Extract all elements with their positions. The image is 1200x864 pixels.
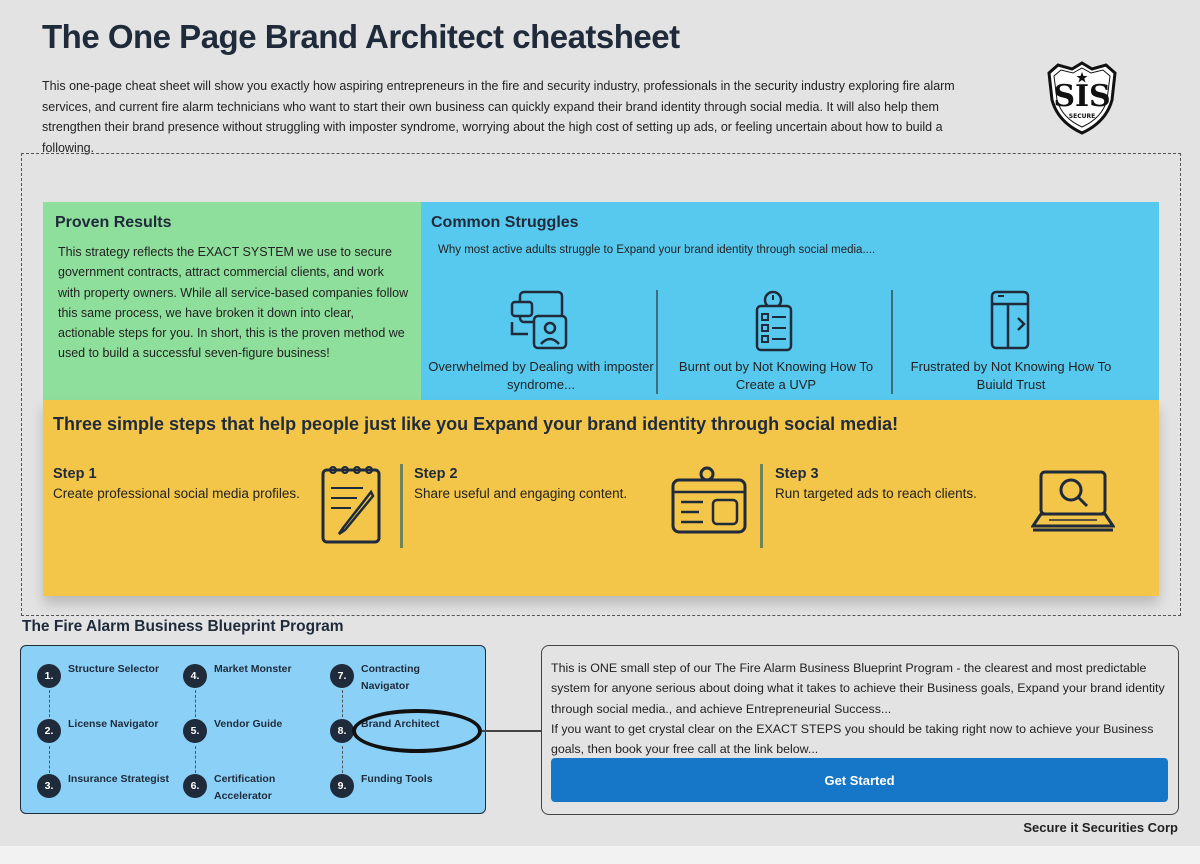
step-text: Share useful and engaging content. bbox=[414, 486, 628, 501]
callout-connector-line bbox=[482, 730, 542, 732]
struggle-label: Overwhelmed by Dealing with imposter syndrome... bbox=[428, 359, 654, 392]
call-to-action-box bbox=[541, 645, 1179, 815]
program-item-certification-accelerator bbox=[183, 774, 293, 805]
program-item-number: 2. bbox=[37, 719, 61, 743]
common-struggles-heading: Common Struggles bbox=[431, 214, 579, 231]
current-step-highlight bbox=[352, 709, 482, 753]
program-item-number: 5. bbox=[183, 719, 207, 743]
program-item-number: 8. bbox=[330, 719, 354, 743]
program-item-label: Brand Architect bbox=[361, 718, 440, 730]
timeline-connector bbox=[195, 690, 196, 722]
logo-text: SECURE bbox=[1068, 113, 1096, 120]
document-box-icon bbox=[978, 290, 1044, 352]
step-text: Run targeted ads to reach clients. bbox=[775, 486, 977, 501]
program-item-label: Certification Accelerator bbox=[214, 773, 276, 802]
struggle-item bbox=[661, 290, 891, 394]
step-divider bbox=[760, 464, 763, 548]
program-item-market-monster bbox=[183, 664, 333, 688]
cta-description: This is ONE small step of our The Fire Alarm Business Blueprint Program - the clearest and most predictable system for anyone serious about doing what it takes to achieve their Business goals, Expand your brand identity through social media., and achieve Entrepreneurial Success... bbox=[551, 661, 1165, 716]
step-3 bbox=[775, 466, 1075, 501]
struggle-item bbox=[426, 290, 656, 394]
program-item-funding-tools bbox=[330, 774, 480, 798]
struggle-label: Burnt out by Not Knowing How To Create a UVP bbox=[678, 359, 874, 392]
struggle-label: Frustrated by Not Knowing How To Buiuld Trust bbox=[910, 359, 1112, 392]
common-struggles-subheading: Why most active adults struggle to Expand your brand identity through social media.... bbox=[438, 244, 876, 256]
intro-paragraph: This one-page cheat sheet will show you exactly how aspiring entrepreneurs in the fire and security industry, professionals in the security industry exploring fire alarm services, and current fire alarm technicians who want to start their own business can quickly expand their brand identity through social media. It will also help them strengthen their brand presence without struggling with imposter syndrome, worrying about the high cost of setting up ads, or feeling uncertain about how to build a following. bbox=[42, 79, 955, 155]
program-item-label: Market Monster bbox=[214, 663, 292, 675]
checklist-stopwatch-icon bbox=[743, 290, 809, 352]
shield-logo-icon bbox=[1044, 60, 1120, 136]
three-steps-panel bbox=[43, 400, 1159, 596]
page-bottom-edge bbox=[0, 846, 1200, 864]
video-call-icon bbox=[508, 290, 574, 352]
step-label: Step 3 bbox=[775, 466, 819, 482]
proven-results-panel bbox=[43, 202, 421, 400]
svg-text:SIS: SIS bbox=[1053, 79, 1111, 114]
program-item-label: Contracting Navigator bbox=[361, 663, 420, 692]
program-item-number: 7. bbox=[330, 664, 354, 688]
page-title: The One Page Brand Architect cheatsheet bbox=[42, 18, 680, 55]
program-item-insurance-strategist bbox=[37, 774, 187, 798]
program-item-label: Structure Selector bbox=[68, 663, 160, 675]
common-struggles-panel bbox=[421, 202, 1159, 400]
program-item-contracting-navigator bbox=[330, 664, 430, 695]
proven-results-heading: Proven Results bbox=[55, 214, 172, 231]
notepad-pen-icon bbox=[317, 462, 387, 546]
get-started-button[interactable]: Get Started bbox=[551, 758, 1168, 802]
program-item-vendor-guide bbox=[183, 719, 333, 743]
program-item-label: Funding Tools bbox=[361, 773, 433, 785]
program-item-number: 1. bbox=[37, 664, 61, 688]
program-item-number: 3. bbox=[37, 774, 61, 798]
program-item-label: Vendor Guide bbox=[214, 718, 283, 730]
step-divider bbox=[400, 464, 403, 548]
struggle-divider bbox=[656, 290, 658, 394]
id-badge-icon bbox=[669, 466, 751, 538]
three-steps-heading: Three simple steps that help people just like you Expand your brand identity through social media! bbox=[53, 414, 899, 434]
program-item-number: 9. bbox=[330, 774, 354, 798]
step-text: Create professional social media profiles. bbox=[53, 486, 300, 501]
cta-instruction: If you want to get crystal clear on the EXACT STEPS you should be taking right now to achieve your Business goals, then book your free call at the link below... bbox=[551, 721, 1154, 757]
footer-company-name: Secure it Securities Corp bbox=[1023, 820, 1178, 835]
program-item-number: 6. bbox=[183, 774, 207, 798]
proven-results-text: This strategy reflects the EXACT SYSTEM we use to secure government contracts, attract commercial clients, and work with property owners. While all service-based companies follow this same process, we have broken it down into clear, actionable steps for you. In short, this is the proven method we used to build a successful seven-figure business! bbox=[58, 245, 409, 361]
struggle-divider bbox=[891, 290, 893, 394]
timeline-connector bbox=[49, 690, 50, 722]
step-label: Step 2 bbox=[414, 466, 458, 482]
struggle-item bbox=[896, 290, 1126, 394]
program-title: The Fire Alarm Business Blueprint Program bbox=[22, 618, 344, 635]
program-item-label: Insurance Strategist bbox=[68, 773, 169, 785]
program-item-number: 4. bbox=[183, 664, 207, 688]
program-item-label: License Navigator bbox=[68, 718, 159, 730]
program-item-license-navigator bbox=[37, 719, 187, 743]
step-label: Step 1 bbox=[53, 466, 97, 482]
laptop-search-icon bbox=[1031, 468, 1115, 534]
step-1 bbox=[53, 466, 353, 501]
program-item-structure-selector bbox=[37, 664, 187, 688]
